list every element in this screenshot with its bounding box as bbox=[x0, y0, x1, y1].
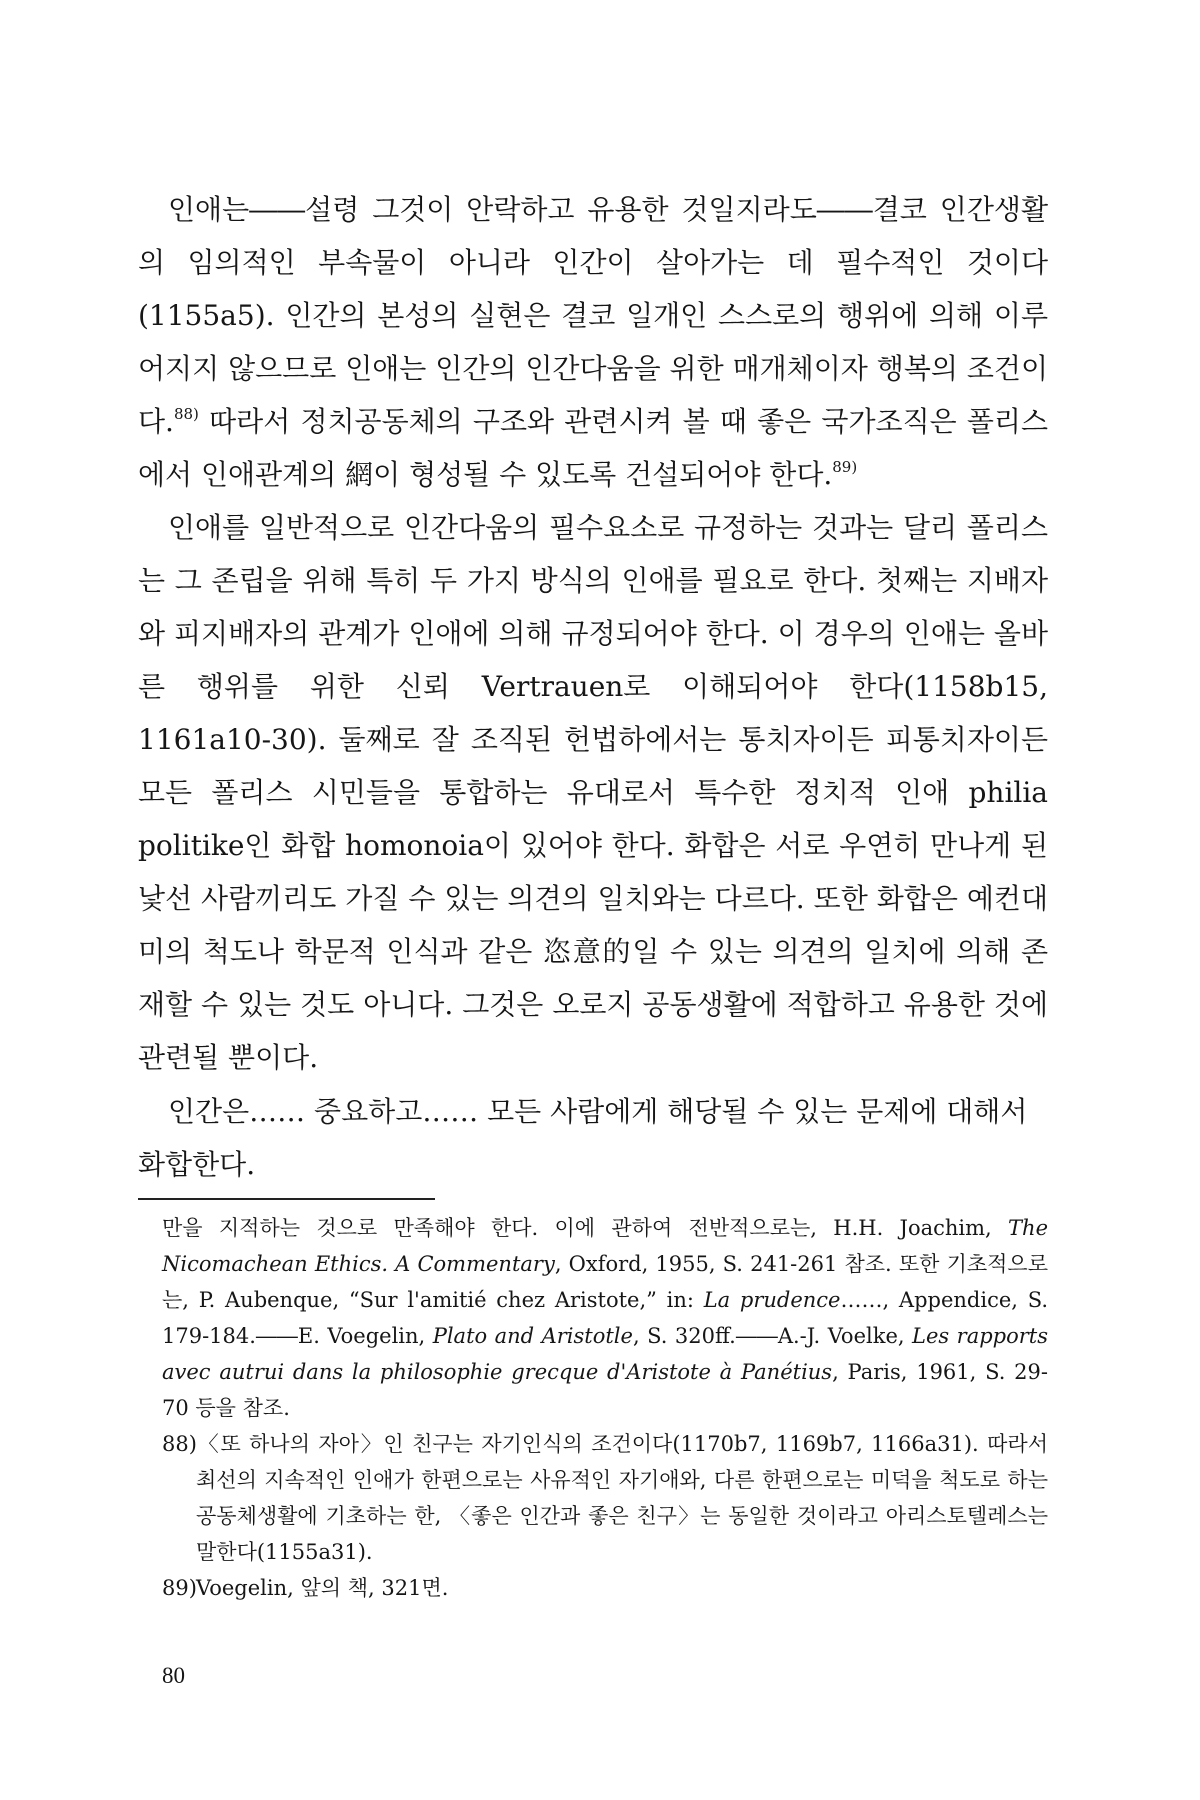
footnote-text: , S. 320ff.――A.-J. Voelke, bbox=[632, 1324, 913, 1348]
block-quote bbox=[138, 1085, 1048, 1191]
footnote-ref-88: 88) bbox=[173, 405, 199, 423]
footnote-text: 만을 지적하는 것으로 만족해야 한다. 이에 관하여 전반적으로는, H.H. Joachim, bbox=[162, 1216, 1009, 1240]
footnote-number: 89) bbox=[162, 1576, 197, 1600]
paragraph-1-text: 인애는――설령 그것이 안락하고 유용한 것일지라도――결코 인간생활의 임의적인 부속물이 아니라 인간이 살아가는 데 필수적인 것이다(1155a5). 인간의 본성의 실현은 결코 일개인 스스로의 행위에 의해 이루어지지 않으므로 인애는 인간의 인간다움을 위한 매개체이자 행복의 조건이다. bbox=[138, 193, 1048, 438]
footnote-text: , Paris, 1961, S. 29-70 등을 참조. bbox=[162, 1360, 1048, 1420]
footnote-title-italic: The Nicomachean Ethics. A Commentary bbox=[162, 1216, 1048, 1276]
footnote-title-italic: Les rapports avec autrui dans la philosophie grecque d'Aristote à Panétius bbox=[162, 1324, 1048, 1384]
footnote-title-italic: Plato and Aristotle bbox=[432, 1324, 633, 1348]
footnote-number: 88) bbox=[162, 1432, 197, 1456]
quote-line-1: 인간은…… 중요하고…… 모든 사람에게 해당될 수 있는 문제에 대해서 bbox=[168, 1095, 1028, 1128]
footnote-continuation bbox=[162, 1210, 1048, 1426]
footnote-text: Voegelin, 앞의 책, 321면. bbox=[196, 1576, 449, 1600]
footnote-divider bbox=[138, 1198, 435, 1200]
footnote-ref-89: 89) bbox=[832, 458, 858, 476]
page-number: 80 bbox=[162, 1663, 185, 1688]
paragraph-1 bbox=[138, 183, 1048, 501]
paragraph-1-text-cont: 따라서 정치공동체의 구조와 관련시켜 볼 때 좋은 국가조직은 폴리스에서 인애관계의 網이 형성될 수 있도록 건설되어야 한다. bbox=[138, 405, 1048, 491]
footnote-title-italic: La prudence bbox=[703, 1288, 841, 1312]
footnote-text: , Oxford, 1955, S. 241-261 참조. 또한 기초적으로는, P. Aubenque, “Sur l'amitié chez Aristote,” in: bbox=[162, 1252, 1048, 1312]
footnote-88 bbox=[162, 1426, 1048, 1570]
footnotes bbox=[162, 1210, 1048, 1606]
paragraph-2: 인애를 일반적으로 인간다움의 필수요소로 규정하는 것과는 달리 폴리스는 그 존립을 위해 특히 두 가지 방식의 인애를 필요로 한다. 첫째는 지배자와 피지배자의 관계가 인애에 의해 규정되어야 한다. 이 경우의 인애는 올바른 행위를 위한 신뢰 Vertrauen로 이해되어야 한다(1158b15, 1161a10-30). 둘째로 잘 조직된 헌법하에서는 통치자이든 피통치자이든 모든 폴리스 시민들을 통합하는 유대로서 특수한 정치적 인애 philia politike인 화합 homonoia이 있어야 한다. 화합은 서로 우연히 만나게 된 낯선 사람끼리도 가질 수 있는 의견의 일치와는 다르다. 또한 화합은 예컨대 미의 척도나 학문적 인식과 같은 恣意的일 수 있는 의견의 일치에 의해 존재할 수 있는 것도 아니다. 그것은 오로지 공동생활에 적합하고 유용한 것에 관련될 뿐이다. bbox=[138, 511, 1048, 1074]
main-text bbox=[138, 183, 1048, 1084]
quote-line-2: 화합한다. bbox=[138, 1148, 256, 1181]
footnote-text: ……, Appendice, S. 179-184.――E. Voegelin, bbox=[162, 1288, 1049, 1348]
footnote-text: 〈또 하나의 자아〉인 친구는 자기인식의 조건이다(1170b7, 1169b7, 1166a31). 따라서 최선의 지속적인 인애가 한편으로는 사유적인 자기애와, 다른 한편으로는 미덕을 척도로 하는 공동체생활에 기초하는 한, 〈좋은 인간과 좋은 친구〉는 동일한 것이라고 아리스토텔레스는 말한다(1155a31). bbox=[196, 1432, 1048, 1564]
footnote-89 bbox=[162, 1570, 1048, 1606]
